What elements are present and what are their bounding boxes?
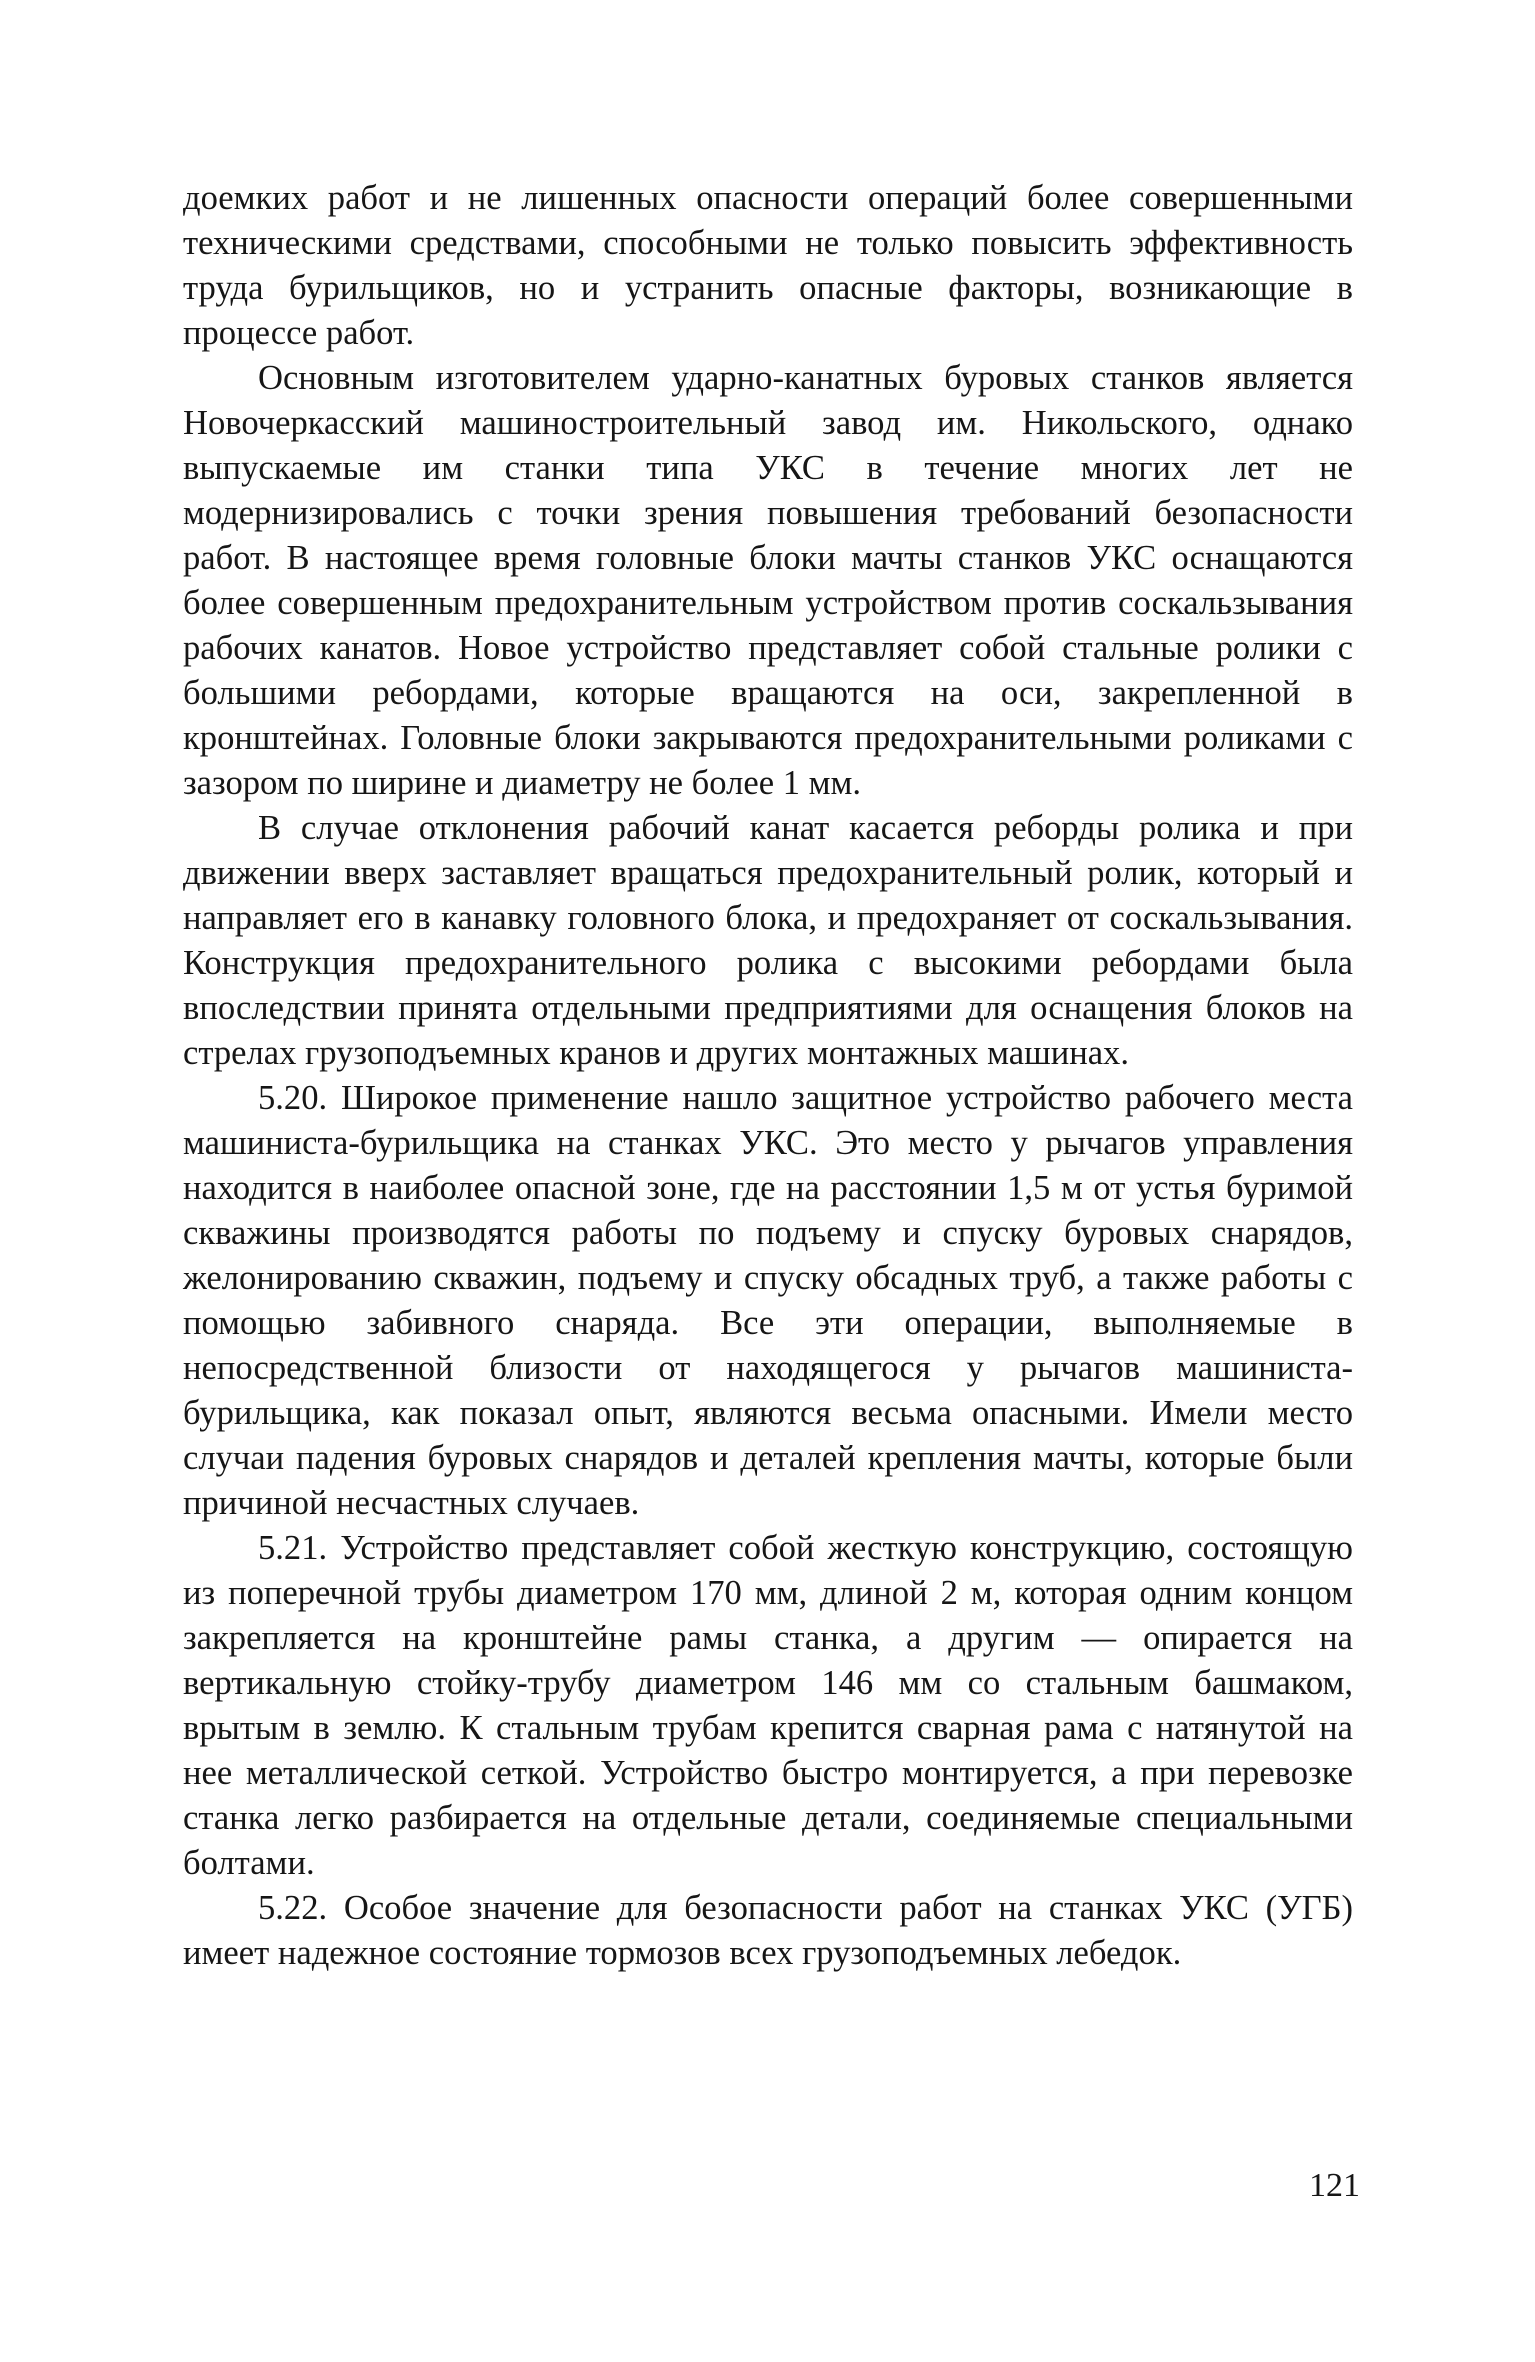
page-body	[183, 176, 1353, 1976]
paragraph-5-20: 5.20. Широкое применение нашло защитное устройство рабочего места машиниста-бурильщика на станках УКС. Это место у рычагов управления находится в наиболее опасной зоне, где на расстоянии 1,5 м от устья буримой скважины производятся работы по подъему и спуску буровых снарядов, желонированию скважин, подъему и спуску обсадных труб, а также работы с помощью забивного снаряда. Все эти операции, выполняемые в непосредственной близости от находящегося у рычагов машиниста-бурильщика, как показал опыт, являются весьма опасными. Имели место случаи падения буровых снарядов и деталей крепления мачты, которые были причиной несчастных случаев.	[183, 1079, 1353, 1522]
paragraph-manufacturer: Основным изготовителем ударно-канатных буровых станков является Новочеркасский машиностроительный завод им. Никольского, однако выпускаемые им станки типа УКС в течение многих лет не модернизировались с точки зрения повышения требований безопасности работ. В настоящее время головные блоки мачты станков УКС оснащаются более совершенным предохранительным устройством против соскальзывания рабочих канатов. Новое устройство представляет собой стальные ролики с большими ребордами, которые вращаются на оси, закрепленной в кронштейнах. Головные блоки закрываются предохранительными роликами с зазором по ширине и диаметру не более 1 мм.	[183, 359, 1353, 802]
page-number: 121	[1309, 2167, 1360, 2204]
paragraph-5-22: 5.22. Особое значение для безопасности работ на станках УКС (УГБ) имеет надежное состояние тормозов всех грузоподъемных лебедок.	[183, 1889, 1353, 1972]
paragraph-continuation: доемких работ и не лишенных опасности операций более совершенными техническими средствами, способными не только повысить эффективность труда бурильщиков, но и устранить опасные факторы, возникающие в процессе работ.	[183, 179, 1353, 352]
paragraph-5-21: 5.21. Устройство представляет собой жесткую конструкцию, состоящую из поперечной трубы диаметром 170 мм, длиной 2 м, которая одним концом закрепляется на кронштейне рамы станка, а другим — опирается на вертикальную стойку-трубу диаметром 146 мм со стальным башмаком, врытым в землю. К стальным трубам крепится сварная рама с натянутой на нее металлической сеткой. Устройство быстро монтируется, а при перевозке станка легко разбирается на отдельные детали, соединяемые специальными болтами.	[183, 1529, 1353, 1882]
paragraph-safety-roller: В случае отклонения рабочий канат касается реборды ролика и при движении вверх заставляет вращаться предохранительный ролик, который и направляет его в канавку головного блока, и предохраняет от соскальзывания. Конструкция предохранительного ролика с высокими ребордами была впоследствии принята отдельными предприятиями для оснащения блоков на стрелах грузоподъемных кранов и других монтажных машинах.	[183, 809, 1353, 1072]
